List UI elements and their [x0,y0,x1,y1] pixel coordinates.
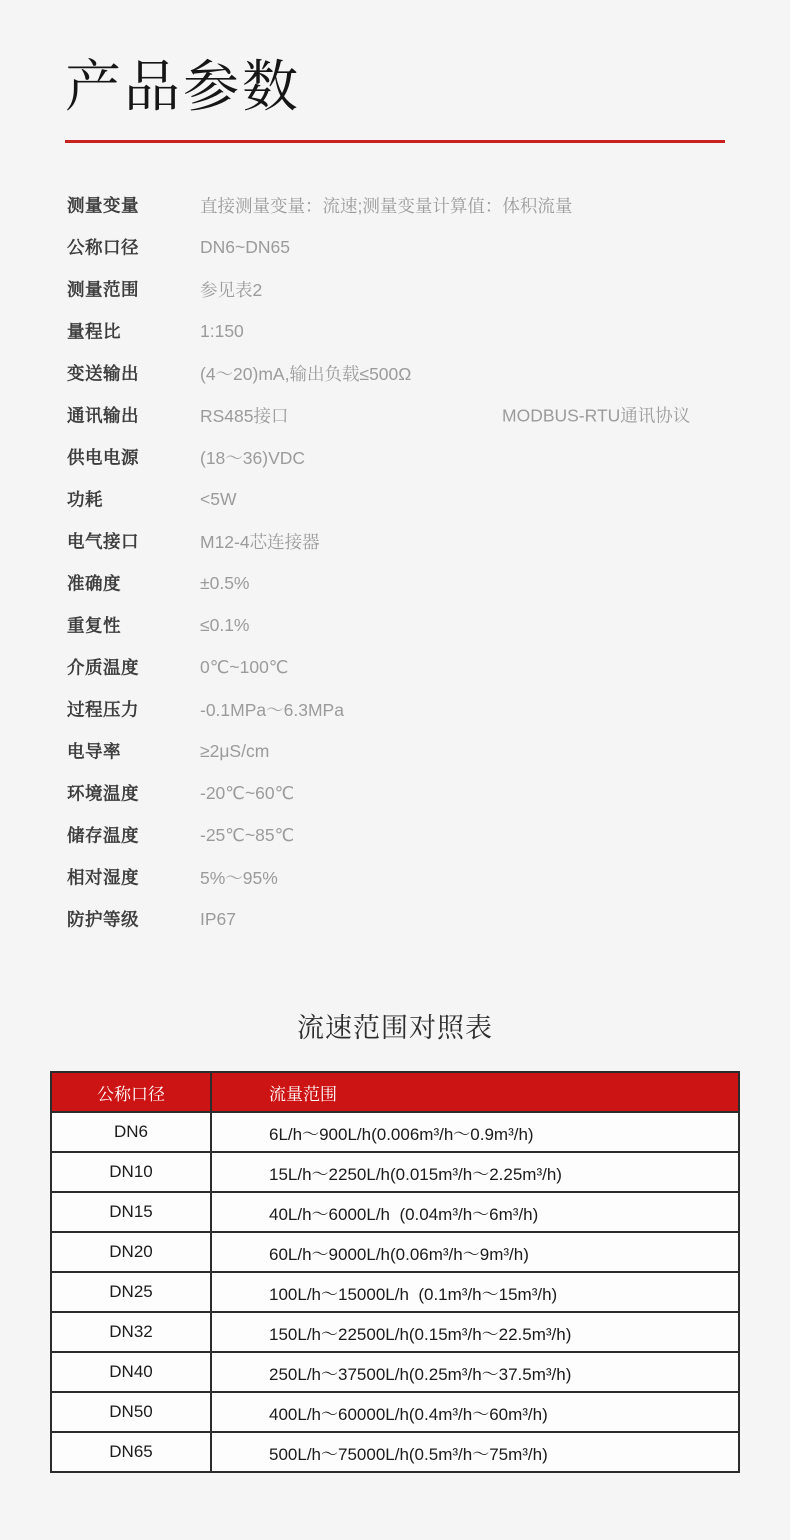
spec-row [65,688,725,730]
table-row [51,1192,739,1232]
spec-label: 电导率 [67,741,121,762]
spec-label: 供电电源 [67,447,139,468]
spec-label: 测量变量 [67,195,139,216]
spec-value: ≤0.1% [200,614,250,635]
flow-table-section [0,1006,790,1473]
spec-row [65,520,725,562]
spec-value: -20℃~60℃ [200,782,295,803]
table-header-diameter: 公称口径 [51,1072,211,1112]
table-row [51,1272,739,1312]
spec-label: 量程比 [67,321,121,342]
spec-row [65,562,725,604]
spec-value: -25℃~85℃ [200,824,295,845]
spec-value: ±0.5% [200,572,250,593]
table-cell-diameter: DN50 [51,1392,211,1432]
spec-value: RS485接口 [200,405,289,426]
table-cell-diameter: DN10 [51,1152,211,1192]
spec-value: M12-4芯连接器 [200,531,320,552]
flow-table-title: 流速范围对照表 [297,1013,493,1043]
table-cell-range: 100L/h～15000L/h (0.1m³/h～15m³/h) [211,1272,739,1312]
spec-value: (18～36)VDC [200,447,306,468]
table-row [51,1112,739,1152]
table-cell-range: 400L/h～60000L/h(0.4m³/h～60m³/h) [211,1392,739,1432]
table-cell-range: 60L/h～9000L/h(0.06m³/h～9m³/h) [211,1232,739,1272]
spec-label: 防护等级 [67,909,139,930]
spec-row [65,646,725,688]
table-cell-range: 250L/h～37500L/h(0.25m³/h～37.5m³/h) [211,1352,739,1392]
spec-row [65,268,725,310]
spec-row [65,310,725,352]
spec-value: <5W [200,488,237,509]
spec-label: 准确度 [67,573,121,594]
spec-label: 重复性 [67,615,121,636]
spec-list [65,184,725,940]
spec-row [65,604,725,646]
spec-value: 参见表2 [200,279,263,300]
table-row [51,1432,739,1472]
table-row [51,1352,739,1392]
spec-row [65,856,725,898]
page-title: 产品参数 [65,55,301,118]
spec-label: 变送输出 [67,363,139,384]
spec-row [65,352,725,394]
spec-label: 测量范围 [67,279,139,300]
spec-row [65,814,725,856]
table-cell-diameter: DN40 [51,1352,211,1392]
spec-value: 1:150 [200,320,244,341]
spec-value: 直接测量变量：流速;测量变量计算值：体积流量 [200,195,573,216]
spec-value: 0℃~100℃ [200,656,289,677]
spec-value: 5%～95% [200,867,278,888]
spec-row [65,394,725,436]
table-cell-range: 500L/h～75000L/h(0.5m³/h～75m³/h) [211,1432,739,1472]
spec-row [65,184,725,226]
spec-value: -0.1MPa～6.3MPa [200,699,344,720]
table-cell-range: 40L/h～6000L/h (0.04m³/h～6m³/h) [211,1192,739,1232]
table-row [51,1152,739,1192]
spec-row [65,772,725,814]
title-divider [65,140,725,143]
spec-row [65,898,725,940]
spec-label: 公称口径 [67,237,139,258]
table-cell-range: 150L/h～22500L/h(0.15m³/h～22.5m³/h) [211,1312,739,1352]
spec-label: 相对湿度 [67,867,139,888]
table-cell-diameter: DN25 [51,1272,211,1312]
table-cell-diameter: DN15 [51,1192,211,1232]
table-row [51,1392,739,1432]
spec-value: ≥2μS/cm [200,740,270,761]
table-cell-diameter: DN6 [51,1112,211,1152]
table-cell-diameter: DN32 [51,1312,211,1352]
spec-label: 电气接口 [67,531,139,552]
spec-value-secondary: MODBUS-RTU通讯协议 [502,405,691,426]
spec-row [65,478,725,520]
spec-label: 功耗 [67,489,103,510]
spec-label: 储存温度 [67,825,139,846]
spec-row [65,226,725,268]
table-cell-range: 6L/h～900L/h(0.006m³/h～0.9m³/h) [211,1112,739,1152]
spec-row [65,436,725,478]
spec-value: (4～20)mA,输出负载≤500Ω [200,363,412,384]
spec-label: 通讯输出 [67,405,139,426]
spec-row [65,730,725,772]
flow-range-table [50,1071,740,1473]
spec-label: 过程压力 [67,699,139,720]
table-cell-range: 15L/h～2250L/h(0.015m³/h～2.25m³/h) [211,1152,739,1192]
spec-value: IP67 [200,908,236,929]
table-row [51,1232,739,1272]
table-cell-diameter: DN65 [51,1432,211,1472]
table-cell-diameter: DN20 [51,1232,211,1272]
table-row [51,1312,739,1352]
spec-value: DN6~DN65 [200,236,290,257]
table-header-row [51,1072,739,1112]
spec-label: 环境温度 [67,783,139,804]
spec-label: 介质温度 [67,657,139,678]
table-header-range: 流量范围 [211,1072,739,1112]
